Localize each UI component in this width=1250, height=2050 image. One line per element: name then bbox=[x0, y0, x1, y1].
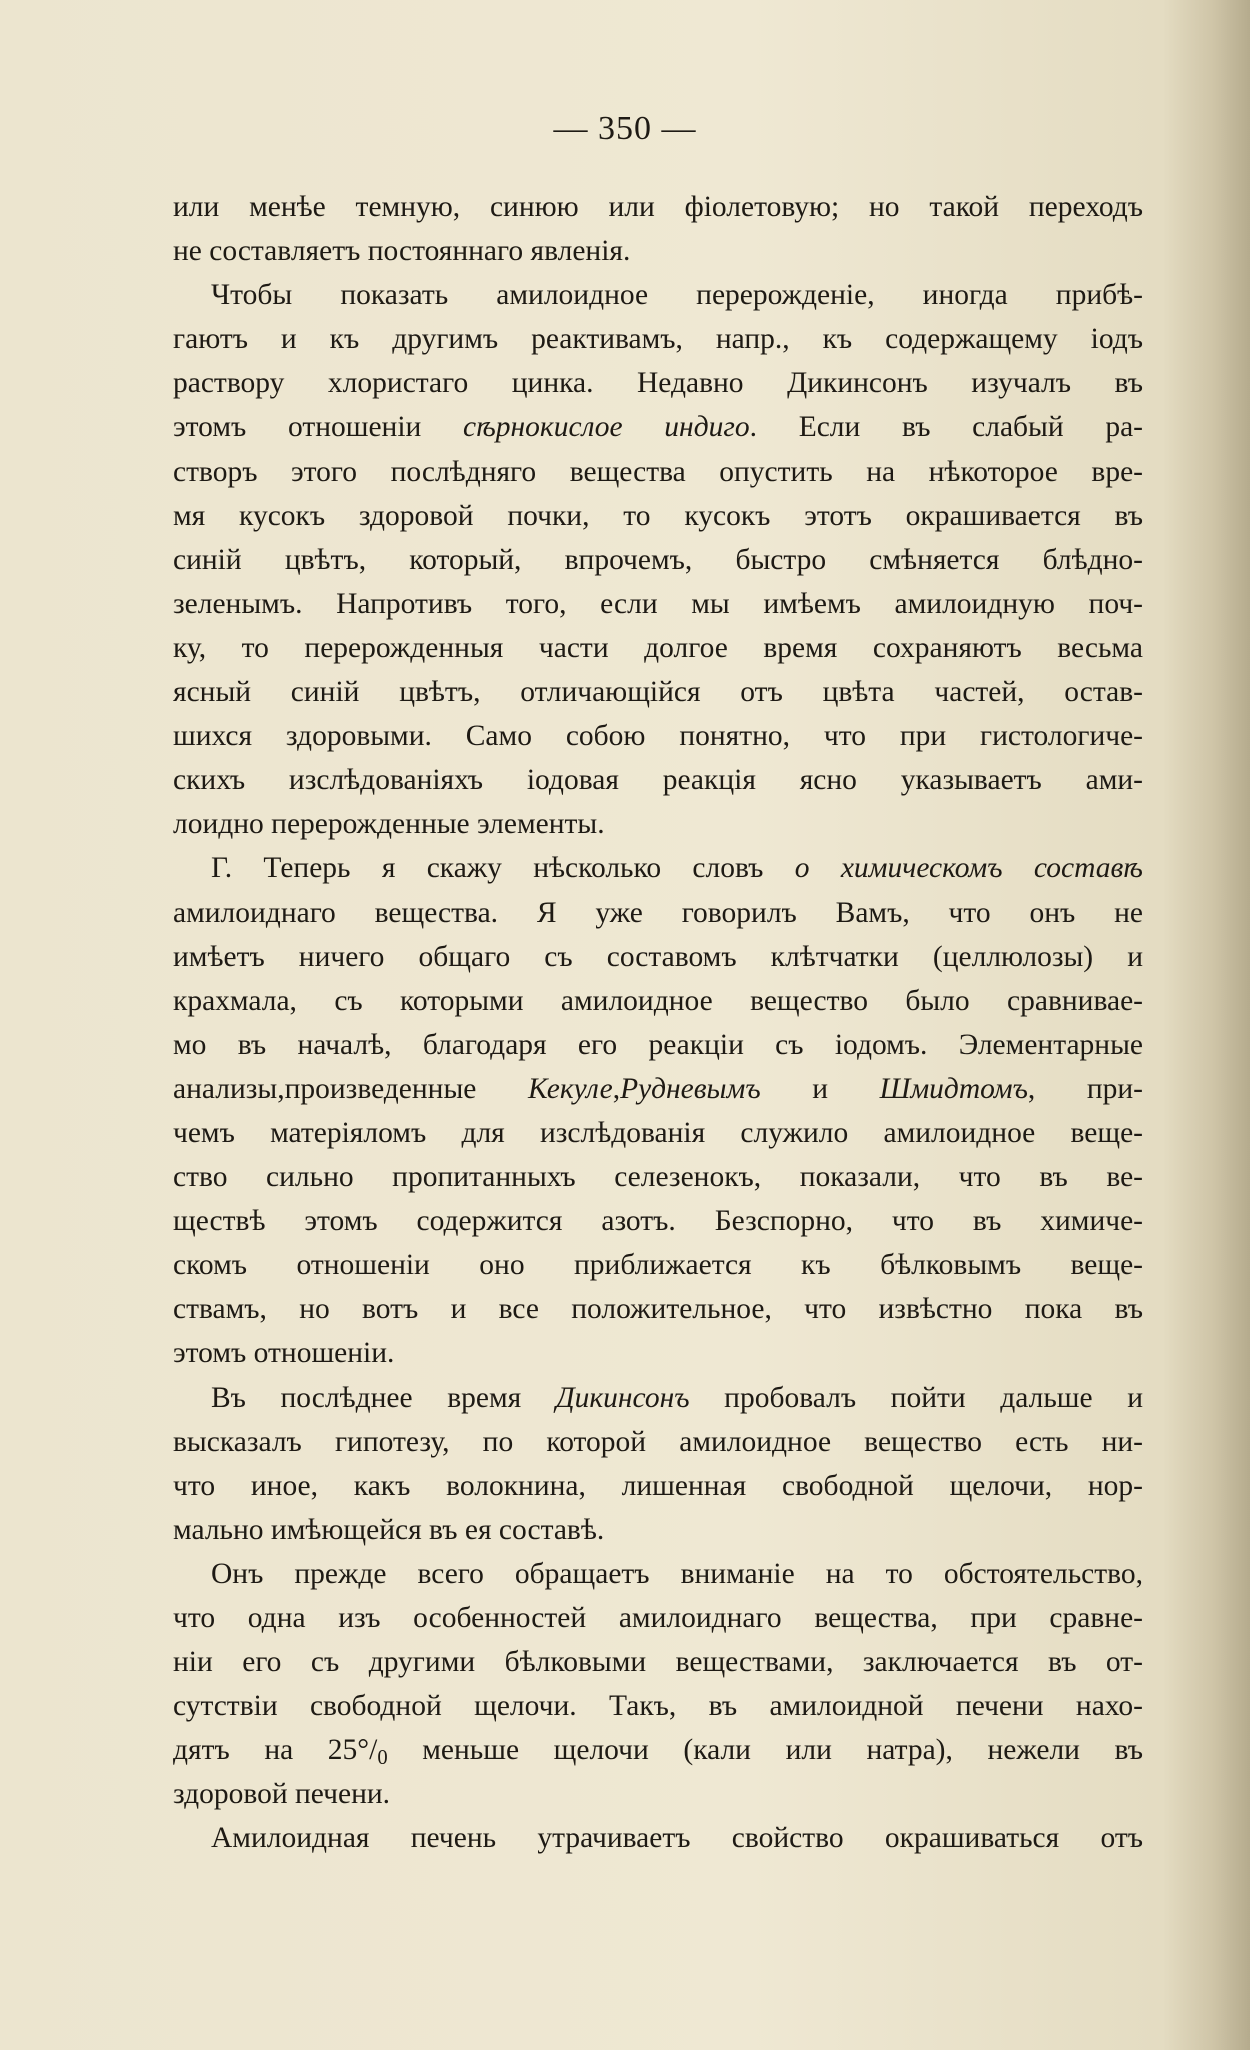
text-line: что иное, какъ волокнина, лишенная свободной щелочи, нор- bbox=[173, 1469, 1143, 1502]
text-run: Г. Теперь я скажу нѣсколько словъ bbox=[211, 852, 795, 885]
text-line: скихъ изслѣдованіяхъ іодовая реакція ясно указываетъ ами- bbox=[173, 764, 1143, 797]
text-line: ществѣ этомъ содержится азотъ. Безспорно, что въ химиче- bbox=[173, 1205, 1143, 1238]
text-line: мально имѣющейся въ ея составѣ. bbox=[173, 1513, 605, 1546]
text-run: пробовалъ пойти дальше и bbox=[689, 1381, 1143, 1414]
text-line: Амилоидная печень утрачиваетъ свойство окрашиваться отъ bbox=[211, 1822, 1143, 1855]
text-line: сутствіи свободной щелочи. Такъ, въ амилоидной печени нахо- bbox=[173, 1690, 1143, 1723]
text-line: амилоиднаго вещества. Я уже говорилъ Вамъ, что онъ не bbox=[173, 896, 1143, 929]
text-line: мя кусокъ здоровой почки, то кусокъ этотъ окрашивается въ bbox=[173, 499, 1143, 532]
text-line: мо въ началѣ, благодаря его реакціи съ іодомъ. Элементарные bbox=[173, 1028, 1143, 1061]
text-line: ясный синій цвѣтъ, отличающійся отъ цвѣта частей, остав- bbox=[173, 676, 1143, 709]
text-line: здоровой печени. bbox=[173, 1778, 391, 1811]
text-line: ствамъ, но вотъ и все положительное, что извѣстно пока въ bbox=[173, 1293, 1143, 1326]
text-line: створъ этого послѣдняго вещества опустить на нѣкоторое вре- bbox=[173, 455, 1143, 488]
page-number: — 350 — bbox=[553, 110, 697, 147]
text-line: скомъ отношеніи оно приближается къ бѣлковымъ веще- bbox=[173, 1249, 1143, 1282]
text-line bbox=[173, 405, 1143, 449]
text-run: меньше щелочи (кали или натра), нежели въ bbox=[387, 1734, 1143, 1767]
text-line: имѣетъ ничего общаго съ составомъ клѣтчатки (целлюлозы) и bbox=[173, 940, 1143, 973]
text-line bbox=[173, 1728, 1143, 1772]
italic-text: Рудневымъ bbox=[620, 1072, 761, 1105]
italic-text: о химическомъ составѣ bbox=[794, 852, 1143, 885]
text-line: ку, то перерожденныя части долгое время сохраняютъ весьма bbox=[173, 631, 1143, 664]
text-line: ніи его съ другими бѣлковыми веществами, заключается въ от- bbox=[173, 1646, 1143, 1679]
text-line: синій цвѣтъ, который, впрочемъ, быстро смѣняется блѣдно- bbox=[173, 543, 1143, 576]
text-run: . Если въ слабый ра- bbox=[749, 411, 1144, 444]
text-line bbox=[173, 1067, 1143, 1111]
text-line: или менѣе темную, синюю или фіолетовую; но такой переходъ bbox=[173, 191, 1143, 223]
text-line: Чтобы показать амилоидное перерожденіе, иногда прибѣ- bbox=[211, 279, 1143, 312]
italic-text: сѣрнокислое индиго bbox=[463, 411, 750, 444]
text-line: гаютъ и къ другимъ реактивамъ, напр., къ содержащему іодъ bbox=[173, 323, 1143, 356]
text-run: этомъ отношеніи bbox=[173, 411, 464, 444]
italic-text: Дикинсонъ bbox=[555, 1381, 690, 1414]
text-line: лоидно перерожденные элементы. bbox=[173, 808, 605, 841]
text-line: высказалъ гипотезу, по которой амилоидное вещество есть ни- bbox=[173, 1425, 1143, 1458]
italic-text: Кекуле bbox=[527, 1072, 613, 1105]
text-line: Онъ прежде всего обращаетъ вниманіе на то обстоятельство, bbox=[211, 1557, 1143, 1590]
text-run: анализы,произведенные bbox=[173, 1072, 528, 1105]
text-line: этомъ отношеніи. bbox=[173, 1337, 395, 1370]
subscript-text: 0 bbox=[377, 1747, 388, 1770]
text-line: не составляетъ постояннаго явленія. bbox=[173, 235, 631, 268]
text-line: зеленымъ. Напротивъ того, если мы имѣемъ амилоидную поч- bbox=[173, 587, 1143, 620]
text-line bbox=[173, 846, 1143, 890]
text-line bbox=[173, 1376, 1143, 1420]
text-line: шихся здоровыми. Само собою понятно, что при гистологиче- bbox=[173, 720, 1143, 753]
text-run: , при- bbox=[1027, 1072, 1143, 1105]
body-text bbox=[173, 185, 1143, 1861]
text-run: Въ послѣднее время bbox=[211, 1381, 556, 1414]
text-line: крахмала, съ которыми амилоидное вещество было сравнивае- bbox=[173, 984, 1143, 1017]
text-run: , bbox=[612, 1072, 621, 1105]
text-run: дятъ на 25°/ bbox=[173, 1734, 378, 1767]
text-line: что одна изъ особенностей амилоиднаго вещества, при сравне- bbox=[173, 1602, 1143, 1634]
text-run: и bbox=[760, 1072, 880, 1105]
text-line: чемъ матеріяломъ для изслѣдованія служило амилоидное веще- bbox=[173, 1116, 1143, 1149]
text-line: раствору хлористаго цинка. Недавно Дикинсонъ изучалъ въ bbox=[173, 367, 1143, 400]
text-line: ство сильно пропитанныхъ селезенокъ, показали, что въ ве- bbox=[173, 1161, 1143, 1194]
italic-text: Шмидтомъ bbox=[879, 1072, 1028, 1105]
